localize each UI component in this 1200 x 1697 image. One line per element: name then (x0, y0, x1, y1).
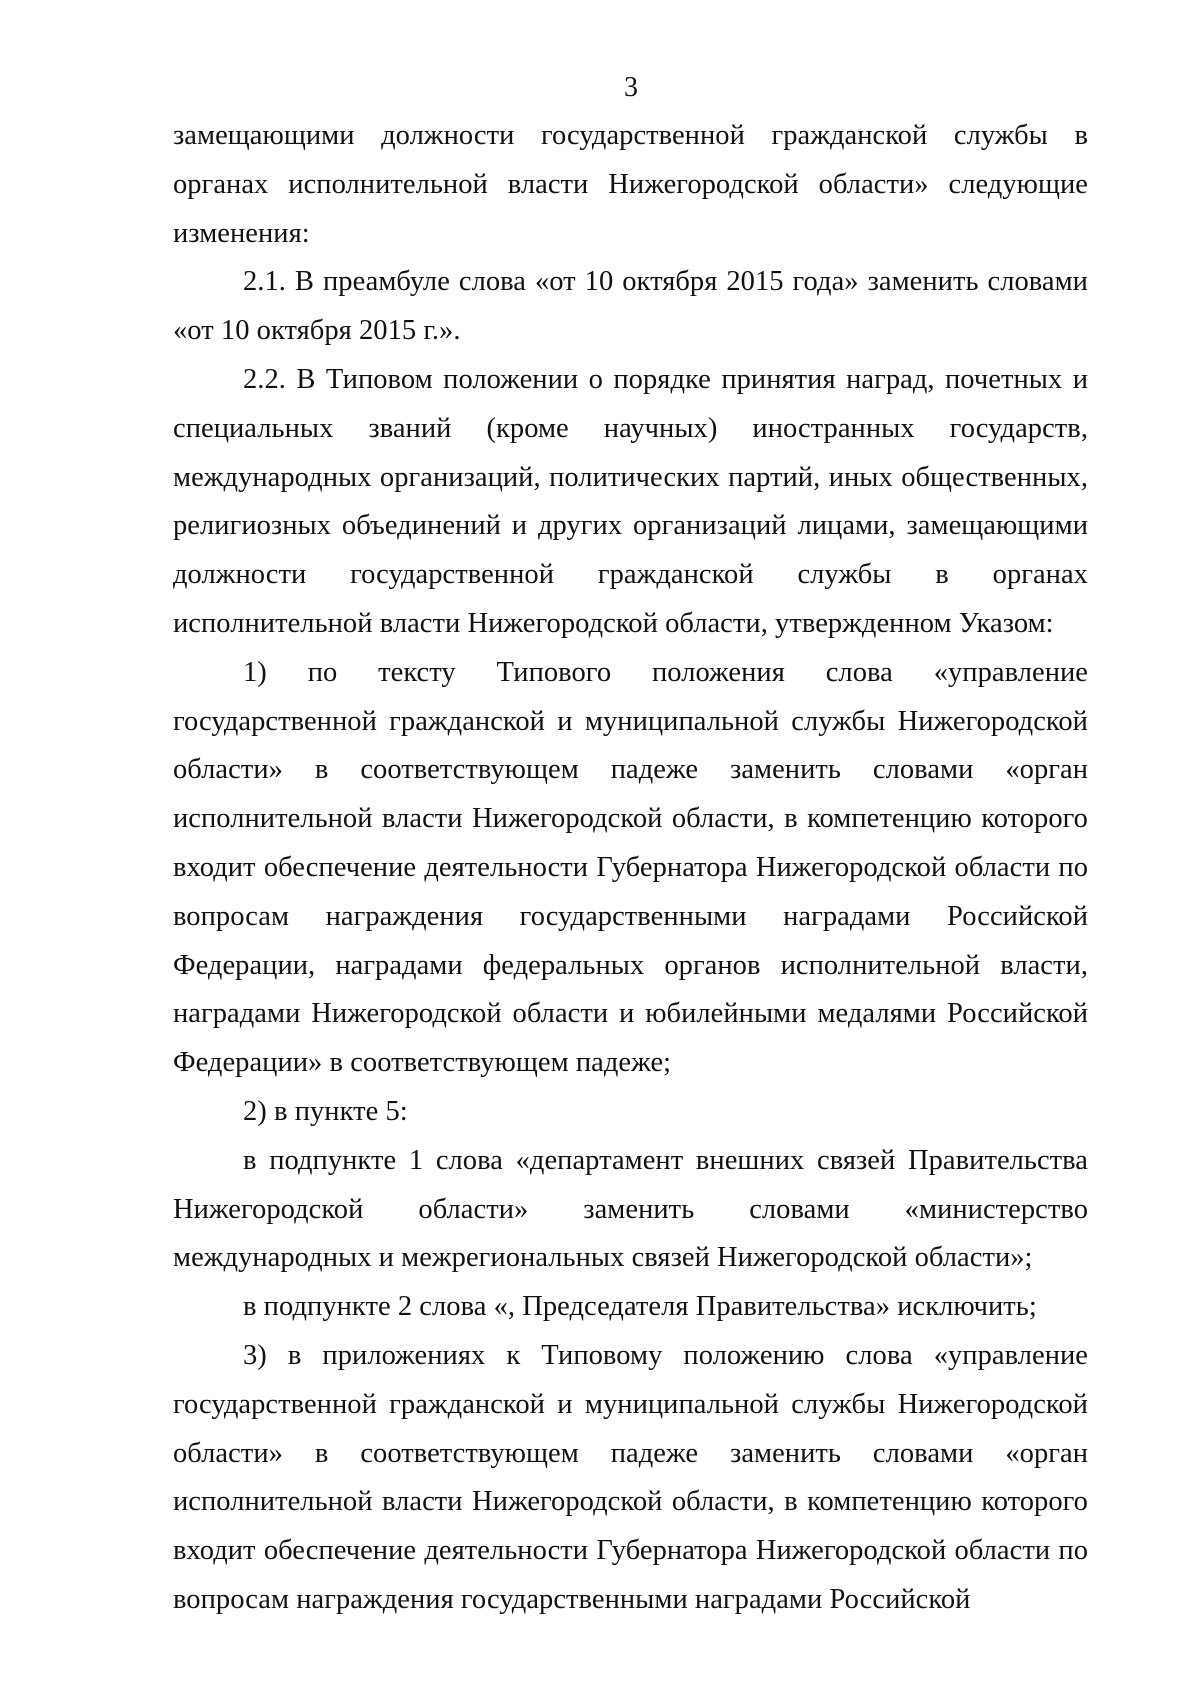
paragraph-subitem-2: в подпункте 2 слова «, Председателя Правительства» исключить; (243, 1291, 1037, 1323)
paragraph-2-2: 2.2. В Типовом положении о порядке принятия наград, почетных и специальных званий (кроме научных) иностранных государств, международных организаций, политических партий, иных общественных, религиозных объединений и других организаций лицами, замещающими должности государственной гражданской службы в органах исполнительной власти Нижегородской области, утвержденном Указом: (173, 363, 1088, 639)
page-number: 3 (624, 72, 638, 103)
document-body (173, 112, 1088, 1625)
paragraph-item-2: 2) в пункте 5: (243, 1095, 408, 1127)
paragraph-intro: замещающими должности государственной гражданской службы в органах исполнительной власти Нижегородской области» следующие изменения: (173, 120, 1088, 249)
paragraph-item-3: 3) в приложениях к Типовому положению слова «управление государственной гражданской и муниципальной службы Нижегородской области» в соответствующем падеже заменить словами «орган исполнительной власти Нижегородской области, в компетенцию которого входит обеспечение деятельности Губернатора Нижегородской области по вопросам награждения государственными наградами Российской (173, 1339, 1088, 1615)
paragraph-subitem-1: в подпункте 1 слова «департамент внешних связей Правительства Нижегородской области» заменить словами «министерство международных и межрегиональных связей Нижегородской области»; (173, 1144, 1088, 1274)
paragraph-item-1: 1) по тексту Типового положения слова «управление государственной гражданской и муниципальной службы Нижегородской области» в соответствующем падеже заменить словами «орган исполнительной власти Нижегородской области, в компетенцию которого входит обеспечение деятельности Губернатора Нижегородской области по вопросам награждения государственными наградами Российской Федерации, наградами федеральных органов исполнительной власти, наградами Нижегородской области и юбилейными медалями Российской Федерации» в соответствующем падеже; (173, 656, 1088, 1079)
paragraph-2-1: 2.1. В преамбуле слова «от 10 октября 2015 года» заменить словами «от 10 октября 2015 г.». (173, 266, 1088, 347)
